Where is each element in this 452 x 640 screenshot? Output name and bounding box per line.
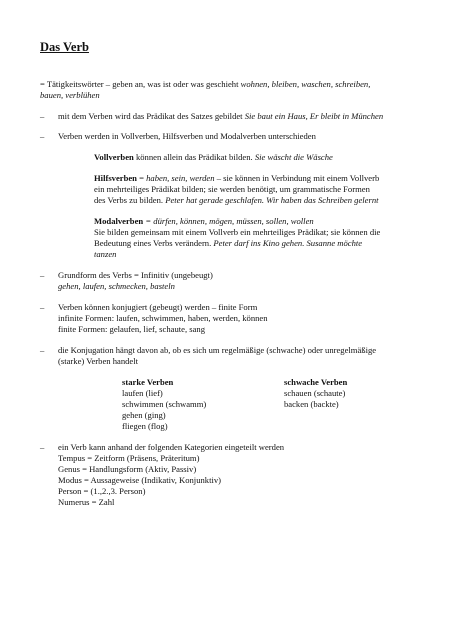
weak-verbs-header: schwache Verben — [284, 377, 348, 387]
modalverben-list: dürfen, können, mögen, müssen, sollen, wollen — [153, 216, 314, 226]
bullet-predicate-text: mit dem Verben wird das Prädikat des Satzes gebildet — [58, 111, 245, 121]
vollverben-text: können allein das Prädikat bilden. — [133, 152, 255, 162]
category-tempus: Tempus = Zeitform (Präsens, Präteritum) — [58, 453, 200, 463]
page-title: Das Verb — [40, 40, 89, 54]
conjugation-line-1: Verben können konjugiert (gebeugt) werden – finite Form — [58, 302, 258, 312]
strong-verbs-header: starke Verben — [122, 377, 174, 387]
vollverben-example: Sie wäscht die Wäsche — [254, 152, 333, 162]
infinitive-line-1: Grundform des Verbs = Infinitiv (ungebeugt) — [58, 270, 213, 280]
modalverben-line-1 — [94, 216, 314, 227]
intro-line-1 — [40, 79, 370, 90]
category-genus: Genus = Handlungsform (Aktiv, Passiv) — [58, 464, 197, 474]
vollverben-term: Vollverben — [94, 152, 134, 162]
strong-verb-item: schwimmen (schwamm) — [122, 399, 207, 409]
category-numerus: Numerus = Zahl — [58, 497, 115, 507]
strong-verb-item: gehen (ging) — [122, 410, 166, 420]
bullet-predicate — [58, 111, 383, 122]
hilfsverben-list: haben, sein, werden — [146, 173, 215, 183]
bullet-verb-types: Verben werden in Vollverben, Hilfsverben und Modalverben unterschieden — [58, 131, 316, 141]
bullet-marker: – — [40, 302, 45, 312]
intro-examples: wohnen, bleiben, waschen, schreiben, — [240, 79, 371, 89]
hilfsverben-term: Hilfsverben — [94, 173, 137, 183]
strong-verb-item: laufen (lief) — [122, 388, 163, 398]
hilfsverben-line-2: ein mehrteiliges Prädikat bilden; sie werden benötigt, um grammatische Formen — [94, 184, 370, 194]
modalverben-term: Modalverben — [94, 216, 144, 226]
bullet-marker: – — [40, 345, 45, 355]
bullet-predicate-example: Sie baut ein Haus, Er bleibt in München — [244, 111, 384, 121]
hilfsverben-equals: = — [136, 173, 147, 183]
category-modus: Modus = Aussageweise (Indikativ, Konjunktiv) — [58, 475, 222, 485]
infinitive-examples: gehen, laufen, schmecken, basteln — [58, 281, 175, 291]
modalverben-line-2: Sie bilden gemeinsam mit einem Vollverb ein mehrteiliges Prädikat; sie können die — [94, 227, 381, 237]
hilfsverben-line-3 — [94, 195, 379, 206]
modalverben-equals: = — [143, 216, 154, 226]
vollverben-paragraph — [94, 152, 333, 163]
finite-forms: finite Formen: gelaufen, lief, schaute, sang — [58, 324, 206, 334]
hilfsverben-line-1 — [94, 173, 379, 184]
conjugation-type-line-2: (starke) Verben handelt — [58, 356, 139, 366]
weak-verb-item: schauen (schaute) — [284, 388, 346, 398]
bullet-marker: – — [40, 270, 45, 280]
conjugation-type-line-1: die Konjugation hängt davon ab, ob es sich um regelmäßige (schwache) oder unregelmäßige — [58, 345, 377, 355]
strong-verb-item: fliegen (flog) — [122, 421, 168, 431]
bullet-marker: – — [40, 131, 45, 141]
modalverben-line-3 — [94, 238, 362, 249]
hilfsverben-text: des Verbs zu bilden. — [94, 195, 166, 205]
modalverben-line-4: tanzen — [94, 249, 117, 259]
hilfsverben-text: – sie können in Verbindung mit einem Vollverb — [214, 173, 380, 183]
modalverben-text: Bedeutung eines Verbs verändern. — [94, 238, 214, 248]
intro-line-2: bauen, verblühen — [40, 90, 100, 100]
bullet-marker: – — [40, 111, 45, 121]
bullet-marker: – — [40, 442, 45, 452]
modalverben-example: Peter darf ins Kino gehen. Susanne möchte — [213, 238, 363, 248]
weak-verb-item: backen (backte) — [284, 399, 339, 409]
category-person: Person = (1.,2.,3. Person) — [58, 486, 146, 496]
categories-intro: ein Verb kann anhand der folgenden Kategorien eingeteilt werden — [58, 442, 285, 452]
infinite-forms: infinite Formen: laufen, schwimmen, haben, werden, können — [58, 313, 268, 323]
hilfsverben-example: Peter hat gerade geschlafen. Wir haben das Schreiben gelernt — [165, 195, 379, 205]
intro-definition: = Tätigkeitswörter – geben an, was ist oder was geschieht — [40, 79, 241, 89]
